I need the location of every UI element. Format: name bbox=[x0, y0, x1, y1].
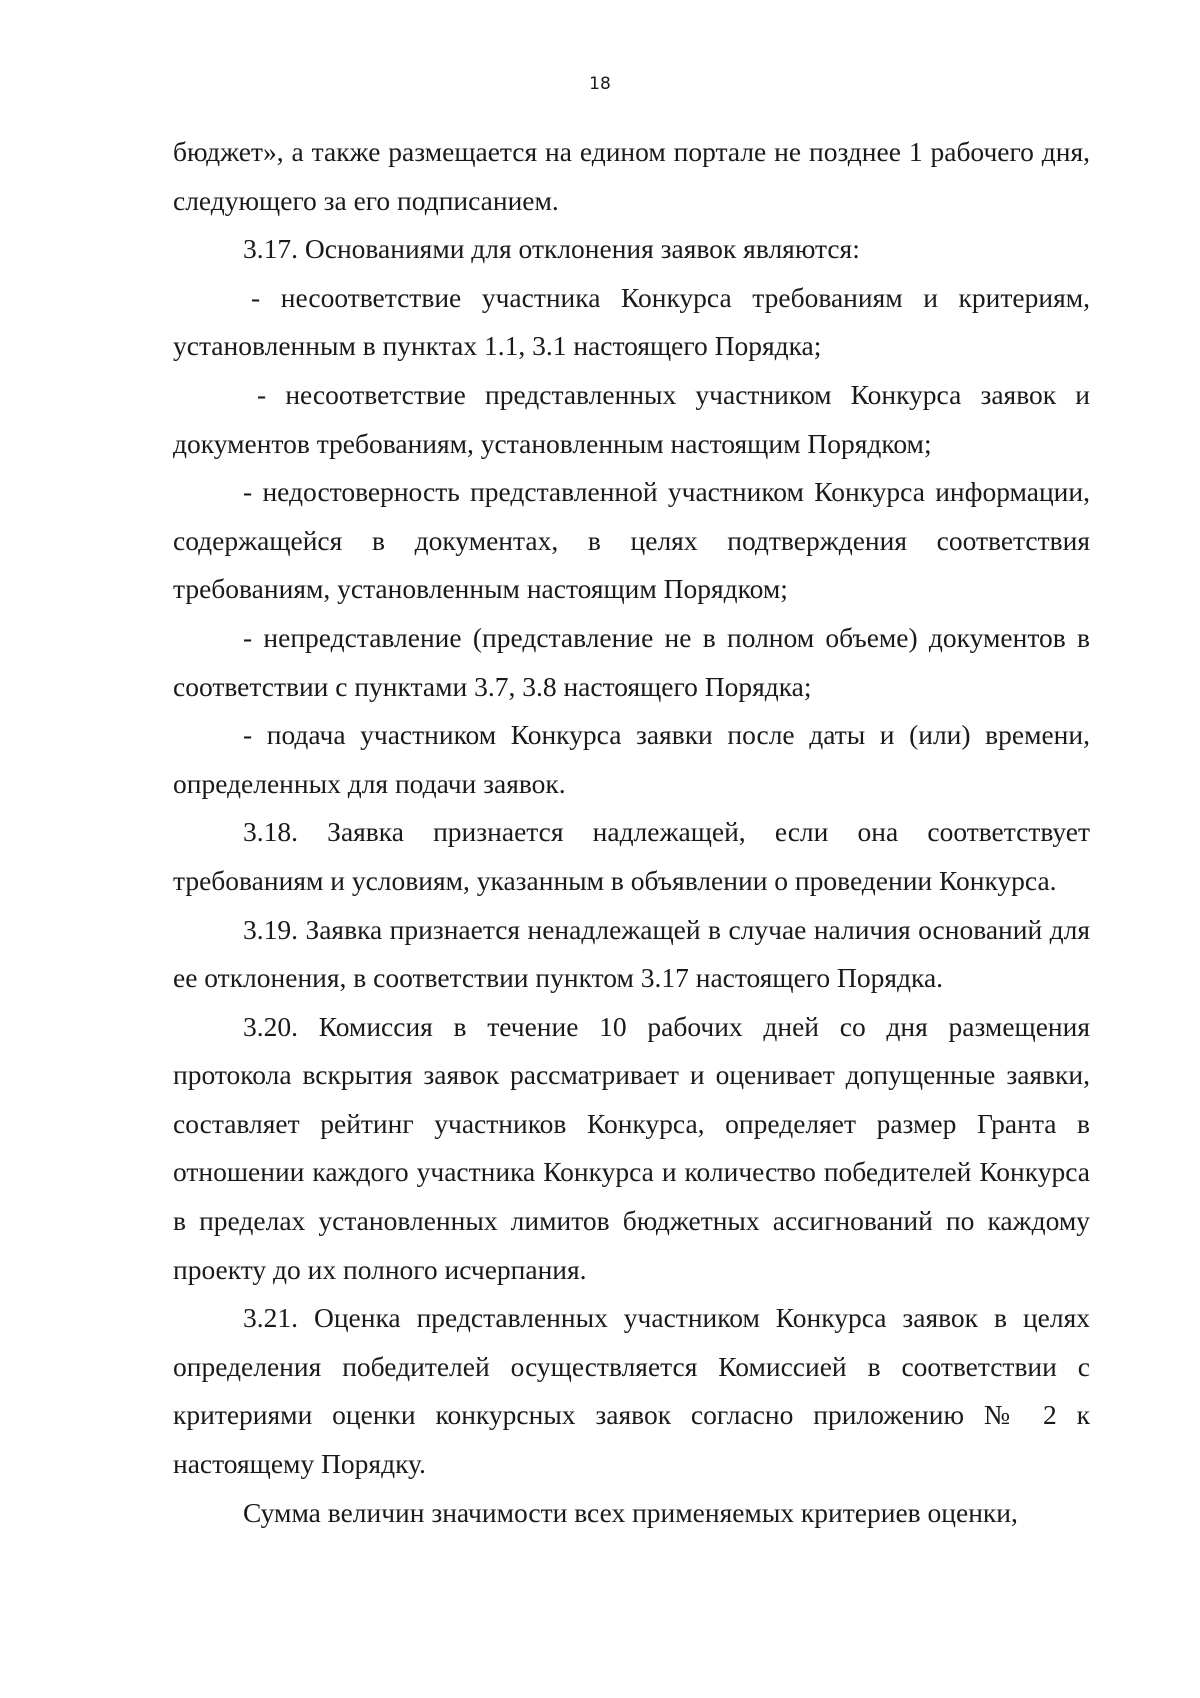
list-item-rejection-5: - подача участником Конкурса заявки после даты и (или) времени, определенных для подачи заявок. bbox=[173, 719, 1090, 799]
list-item-rejection-2: - несоответствие представленных участником Конкурса заявок и документов требованиям, установленным настоящим Порядком; bbox=[173, 378, 1090, 459]
paragraph-3-17: 3.17. Основаниями для отклонения заявок являются: bbox=[243, 233, 860, 265]
paragraph-sum-criteria: Сумма величин значимости всех применяемых критериев оценки, bbox=[243, 1496, 1018, 1528]
paragraph-3-21: 3.21. Оценка представленных участником Конкурса заявок в целях определения победителей осуществляется Комиссией в соответствии с критериями оценки конкурсных заявок согласно приложению № 2 к настоящему Порядку. bbox=[173, 1302, 1090, 1480]
paragraph-continuation: бюджет», а также размещается на едином портале не позднее 1 рабочего дня, следующего за его подписанием. bbox=[173, 136, 1090, 216]
list-item-rejection-4: - непредставление (представление не в полном объеме) документов в соответствии с пунктами 3.7, 3.8 настоящего Порядка; bbox=[173, 621, 1090, 702]
paragraph-3-19: 3.19. Заявка признается ненадлежащей в случае наличия оснований для ее отклонения, в соответствии пунктом 3.17 настоящего Порядка. bbox=[173, 913, 1090, 994]
list-item-rejection-3: - недостоверность представленной участником Конкурса информации, содержащейся в документах, в целях подтверждения соответствия требованиям, установленным настоящим Порядком; bbox=[173, 476, 1090, 605]
paragraph-3-18: 3.18. Заявка признается надлежащей, если она соответствует требованиям и условиям, указанным в объявлении о проведении Конкурса. bbox=[173, 816, 1090, 896]
page-number: 18 bbox=[589, 74, 611, 94]
list-item-rejection-1: - несоответствие участника Конкурса требованиям и критериям, установленным в пунктах 1.1, 3.1 настоящего Порядка; bbox=[173, 281, 1090, 362]
paragraph-3-20: 3.20. Комиссия в течение 10 рабочих дней со дня размещения протокола вскрытия заявок рассматривает и оценивает допущенные заявки, составляет рейтинг участников Конкурса, определяет размер Гранта в отношении каждого участника Конкурса и количество победителей Конкурса в пределах установленных лимитов бюджетных ассигнований по каждому проекту до их полного исчерпания. bbox=[173, 1010, 1090, 1285]
document-body bbox=[173, 128, 1090, 1537]
